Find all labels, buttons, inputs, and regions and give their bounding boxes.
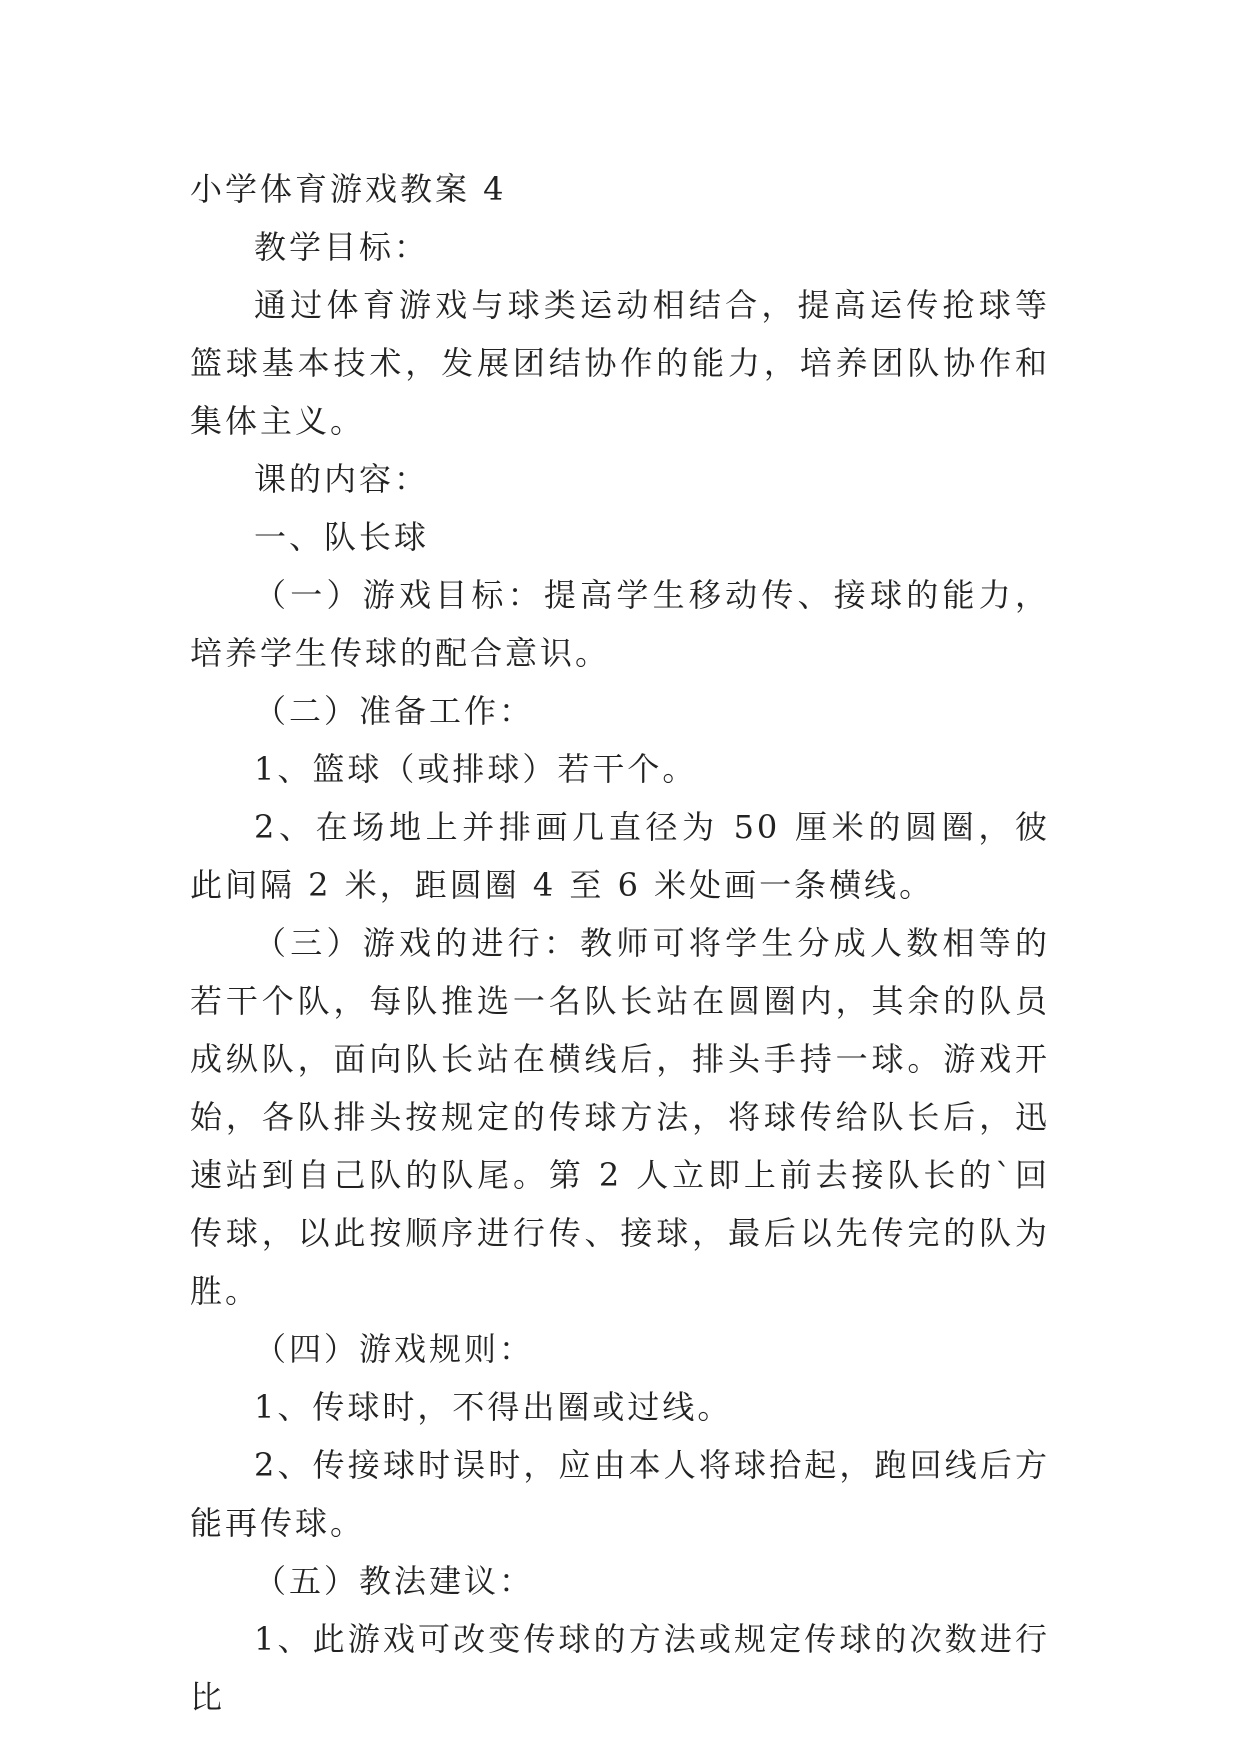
heading-lesson-content: 课的内容： xyxy=(254,460,430,498)
paragraph-game-procedure: （三）游戏的进行：教师可将学生分成人数相等的若干个队，每队推选一名队长站在圆圈内，其余的队员成纵队，面向队长站在横线后，排头手持一球。游戏开始，各队排头按规定的传球方法，将球传给队长后，迅速站到自己队的队尾。第 2 人立即上前去接队长的`回传球，以此按顺序进行传、接球，最后以先传完的队为胜。 xyxy=(190,924,1050,1310)
list-item-balls: 1、篮球（或排球）若干个。 xyxy=(254,750,698,788)
heading-captain-ball: 一、队长球 xyxy=(254,518,430,556)
list-item-rule-2: 2、传接球时误时，应由本人将球拾起，跑回线后方能再传球。 xyxy=(190,1446,1050,1542)
heading-preparation: （二）准备工作： xyxy=(254,692,535,730)
heading-teaching-goals: 教学目标： xyxy=(254,228,430,266)
heading-game-rules: （四）游戏规则： xyxy=(254,1330,535,1368)
document-body xyxy=(190,160,1050,1726)
list-item-circles: 2、在场地上并排画几直径为 50 厘米的圆圈，彼此间隔 2 米，距圆圈 4 至 6 米处画一条横线。 xyxy=(190,808,1050,904)
paragraph-goals-text: 通过体育游戏与球类运动相结合，提高运传抢球等篮球基本技术，发展团结协作的能力，培养团队协作和集体主义。 xyxy=(190,286,1050,440)
paragraph-game-goal: （一）游戏目标：提高学生移动传、接球的能力，培养学生传球的配合意识。 xyxy=(190,576,1050,672)
list-item-suggestion-1: 1、此游戏可改变传球的方法或规定传球的次数进行比 xyxy=(190,1620,1050,1716)
list-item-rule-1: 1、传球时，不得出圈或过线。 xyxy=(254,1388,733,1426)
heading-teaching-suggestions: （五）教法建议： xyxy=(254,1562,535,1600)
document-title: 小学体育游戏教案 4 xyxy=(190,170,507,208)
